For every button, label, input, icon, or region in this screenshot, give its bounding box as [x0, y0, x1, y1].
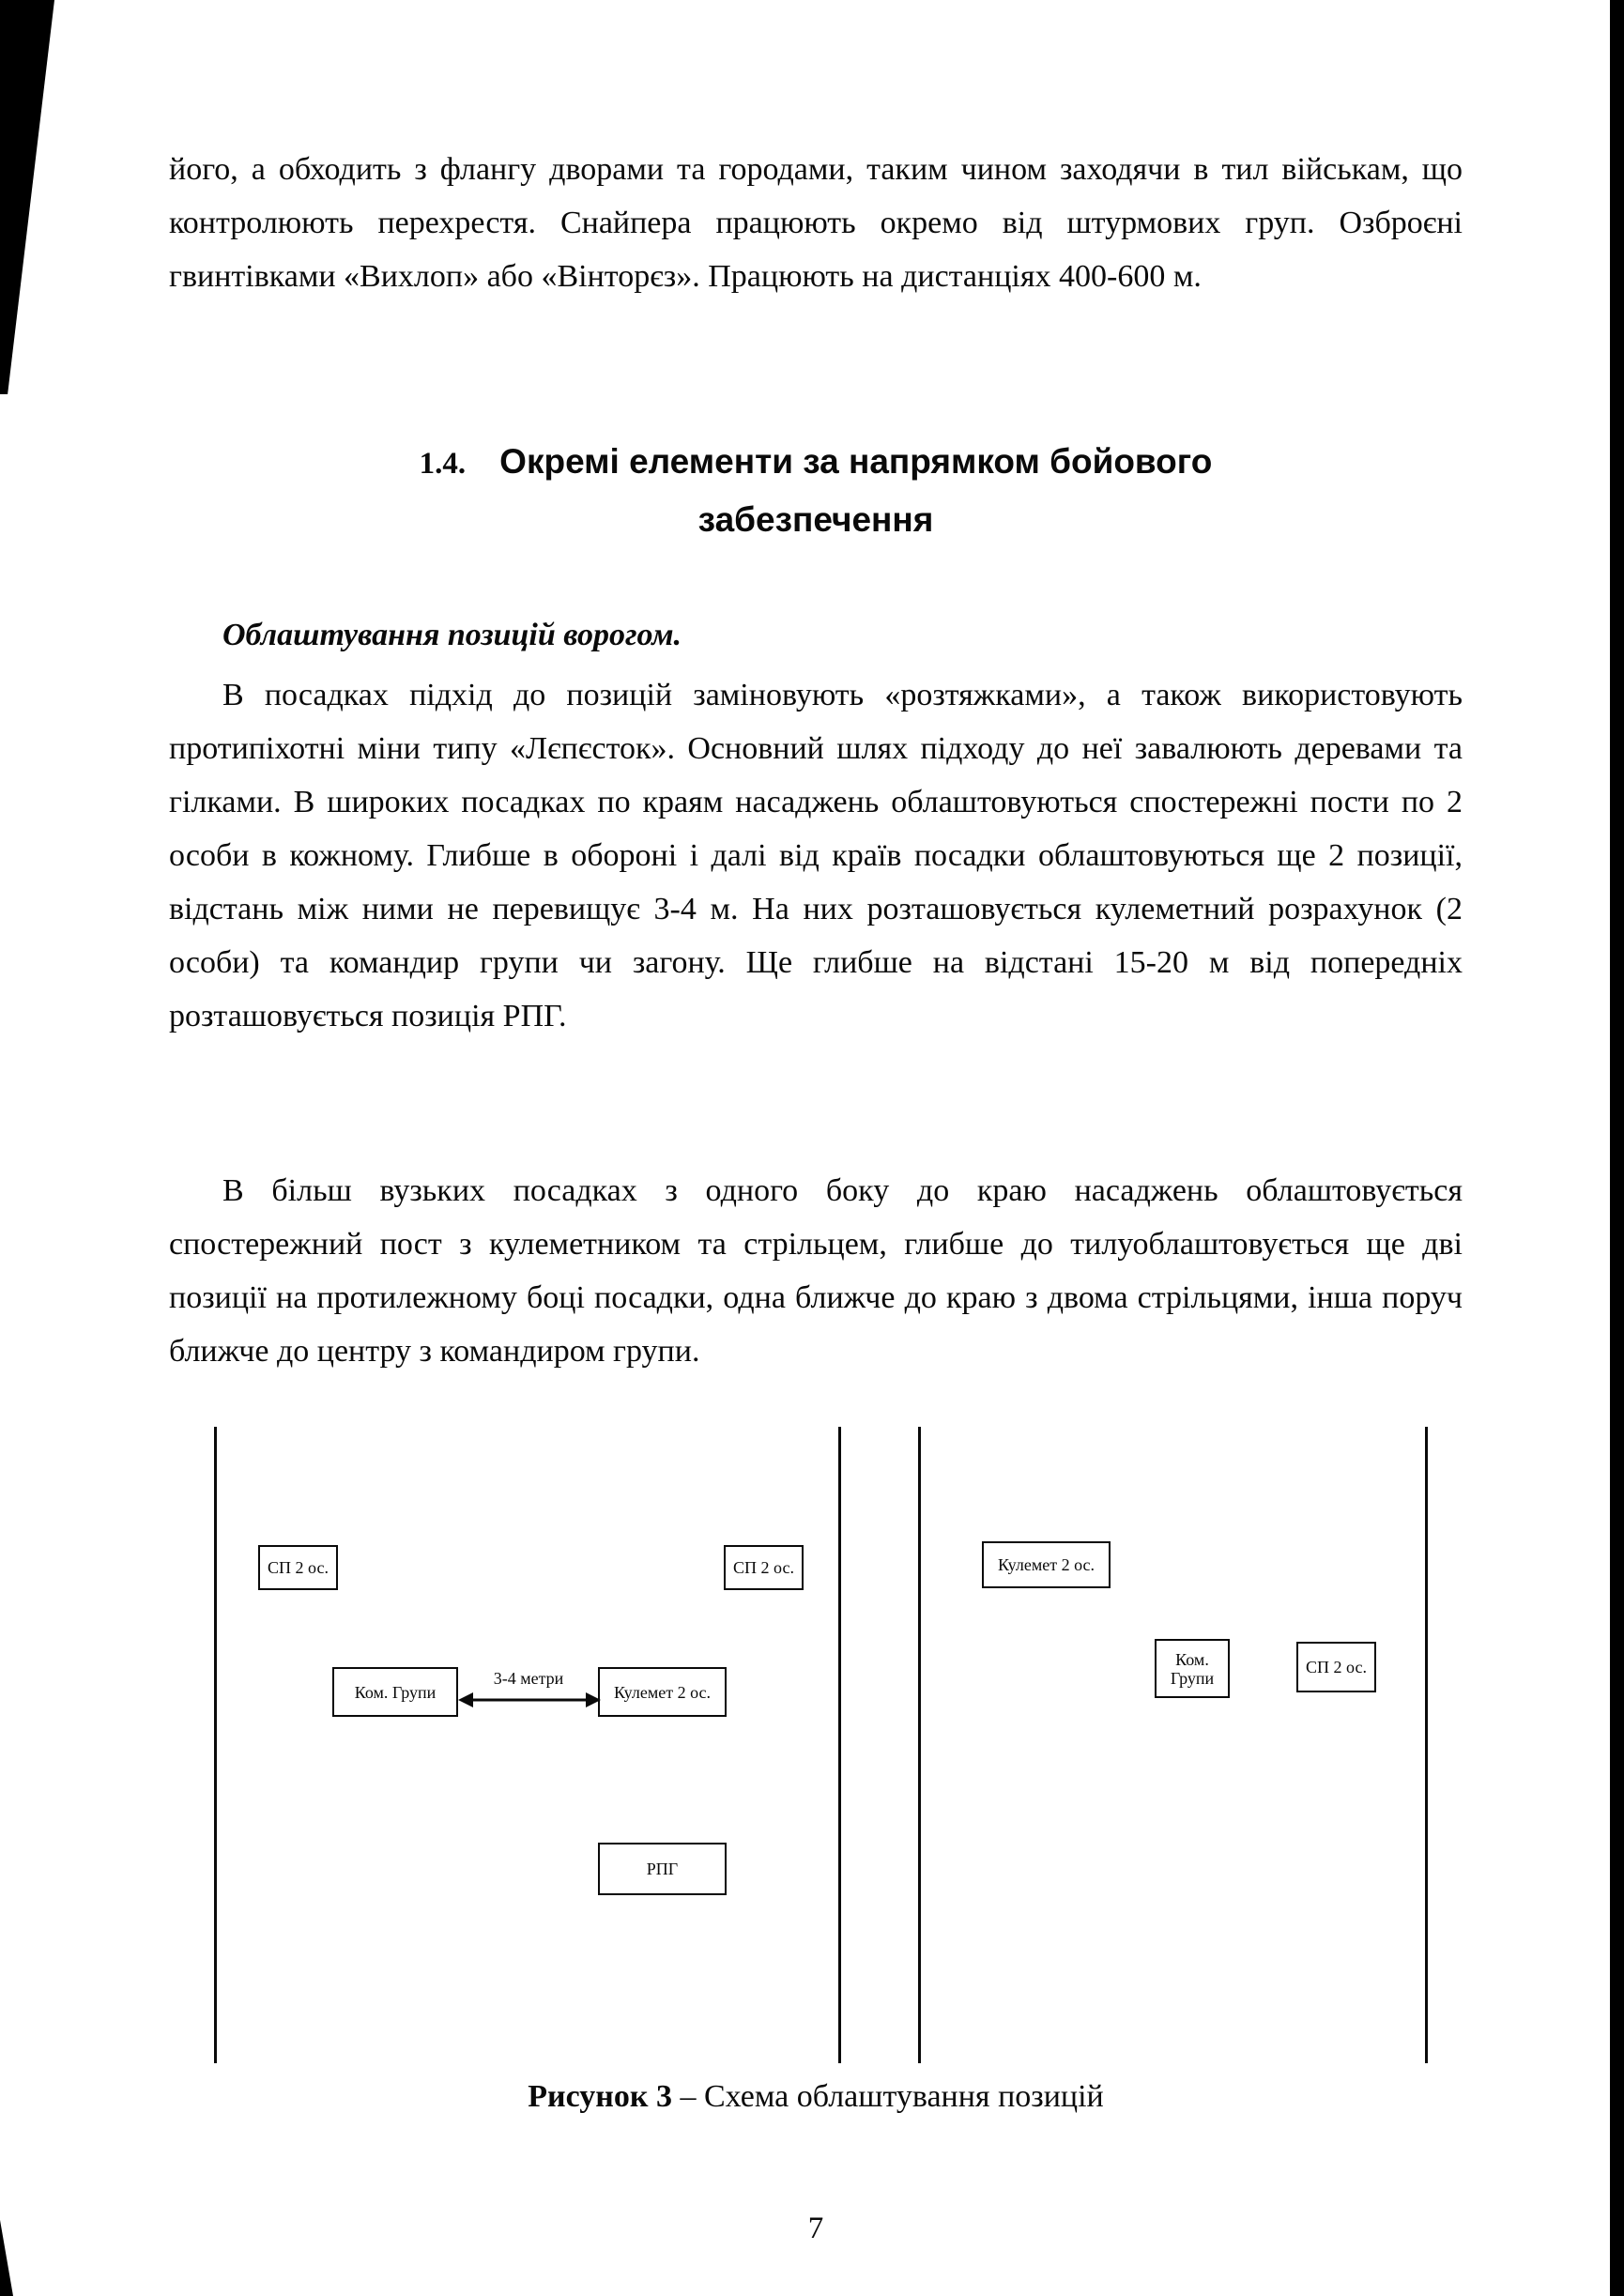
- box-group-commander-right: [1155, 1639, 1230, 1698]
- planting-edge-line-right-outer: [1425, 1427, 1428, 2063]
- distance-arrow-label: 3-4 метри: [493, 1669, 564, 1688]
- section-heading-line1: [169, 434, 1463, 492]
- section-number: 1.4.: [419, 447, 467, 481]
- box-group-commander-right-label: Ком. Групи: [1170, 1649, 1215, 1688]
- scan-artifact-right-edge: [1610, 0, 1624, 2296]
- figure-caption: [169, 2076, 1463, 2118]
- box-rpg: [598, 1843, 727, 1895]
- box-observation-post-left-label: СП 2 ос.: [268, 1558, 329, 1577]
- planting-edge-line-left-outer: [214, 1427, 217, 2063]
- double-arrow-icon: [458, 1690, 601, 1710]
- section-title-line1: Окремі елементи за напрямком бойового: [499, 442, 1213, 481]
- box-rpg-label: РПГ: [646, 1860, 679, 1878]
- box-group-commander-left-label: Ком. Групи: [354, 1682, 437, 1702]
- box-machinegun-right-label: Кулемет 2 ос.: [997, 1555, 1095, 1574]
- section-heading: [169, 434, 1463, 548]
- paragraph-continuation: його, а обходить з флангу дворами та городами, таким чином заходячи в тил військам, що контролюють перехрестя. Снайпера працюють окремо від штурмових груп. Озброєні гвинтівками «Вихлоп» або «Вінторєз». Працюють на дистанціях 400-600 м.: [169, 152, 1463, 294]
- box-machinegun-left: [598, 1667, 727, 1717]
- figure-caption-number: Рисунок 3: [528, 2079, 672, 2114]
- box-machinegun-left-label: Кулемет 2 ос.: [613, 1682, 712, 1702]
- box-observation-post-far-right-label: СП 2 ос.: [1306, 1658, 1367, 1676]
- scan-artifact-bottom-left: [0, 2212, 13, 2296]
- box-observation-post-right: [724, 1545, 804, 1590]
- box-observation-post-far-right: [1296, 1642, 1376, 1692]
- box-observation-post-right-label: СП 2 ос.: [733, 1558, 794, 1577]
- figure-caption-text: – Схема облаштування позицій: [671, 2079, 1104, 2114]
- section-title-line2: забезпечення: [697, 500, 934, 539]
- planting-edge-line-left-inner: [838, 1427, 841, 2063]
- section-heading-line2: [169, 492, 1463, 548]
- planting-edge-line-right-inner: [918, 1427, 921, 2063]
- figure-positions-scheme: [169, 1427, 1463, 2074]
- paragraph-wide-plantings: В посадках підхід до позицій заміновують «розтяжками», а також використовують протипіхотні міни типу «Лєпєсток». Основний шлях підходу до неї завалюють деревами та гілками. В широких посадках по краям насаджень облаштовуються спостережні пости по 2 особи в кожному. Глибше в обороні і далі від країв посадки облаштовуються ще 2 позиції, відстань між ними не перевищує 3-4 м. На них розташовується кулеметний розрахунок (2 особи) та командир групи чи загону. Ще глибше на відстані 15-20 м від попередніх розташовується позиція РПГ.: [169, 678, 1463, 1033]
- page-number: 7: [807, 2212, 824, 2245]
- subheading-enemy-positions: Облаштування позицій ворогом.: [222, 618, 682, 652]
- box-machinegun-right: [982, 1541, 1111, 1588]
- box-observation-post-left: [258, 1545, 338, 1590]
- box-group-commander-left: [332, 1667, 458, 1717]
- paragraph-narrow-plantings: В більш вузьких посадках з одного боку до краю насаджень облаштовується спостережний пост з кулеметником та стрільцем, глибше до тилуоблаштовується ще дві позиції на протилежному боці посадки, одна ближче до краю з двома стрільцями, інша поруч ближче до центру з командиром групи.: [169, 1173, 1463, 1369]
- scan-artifact-top-left: [0, 0, 54, 394]
